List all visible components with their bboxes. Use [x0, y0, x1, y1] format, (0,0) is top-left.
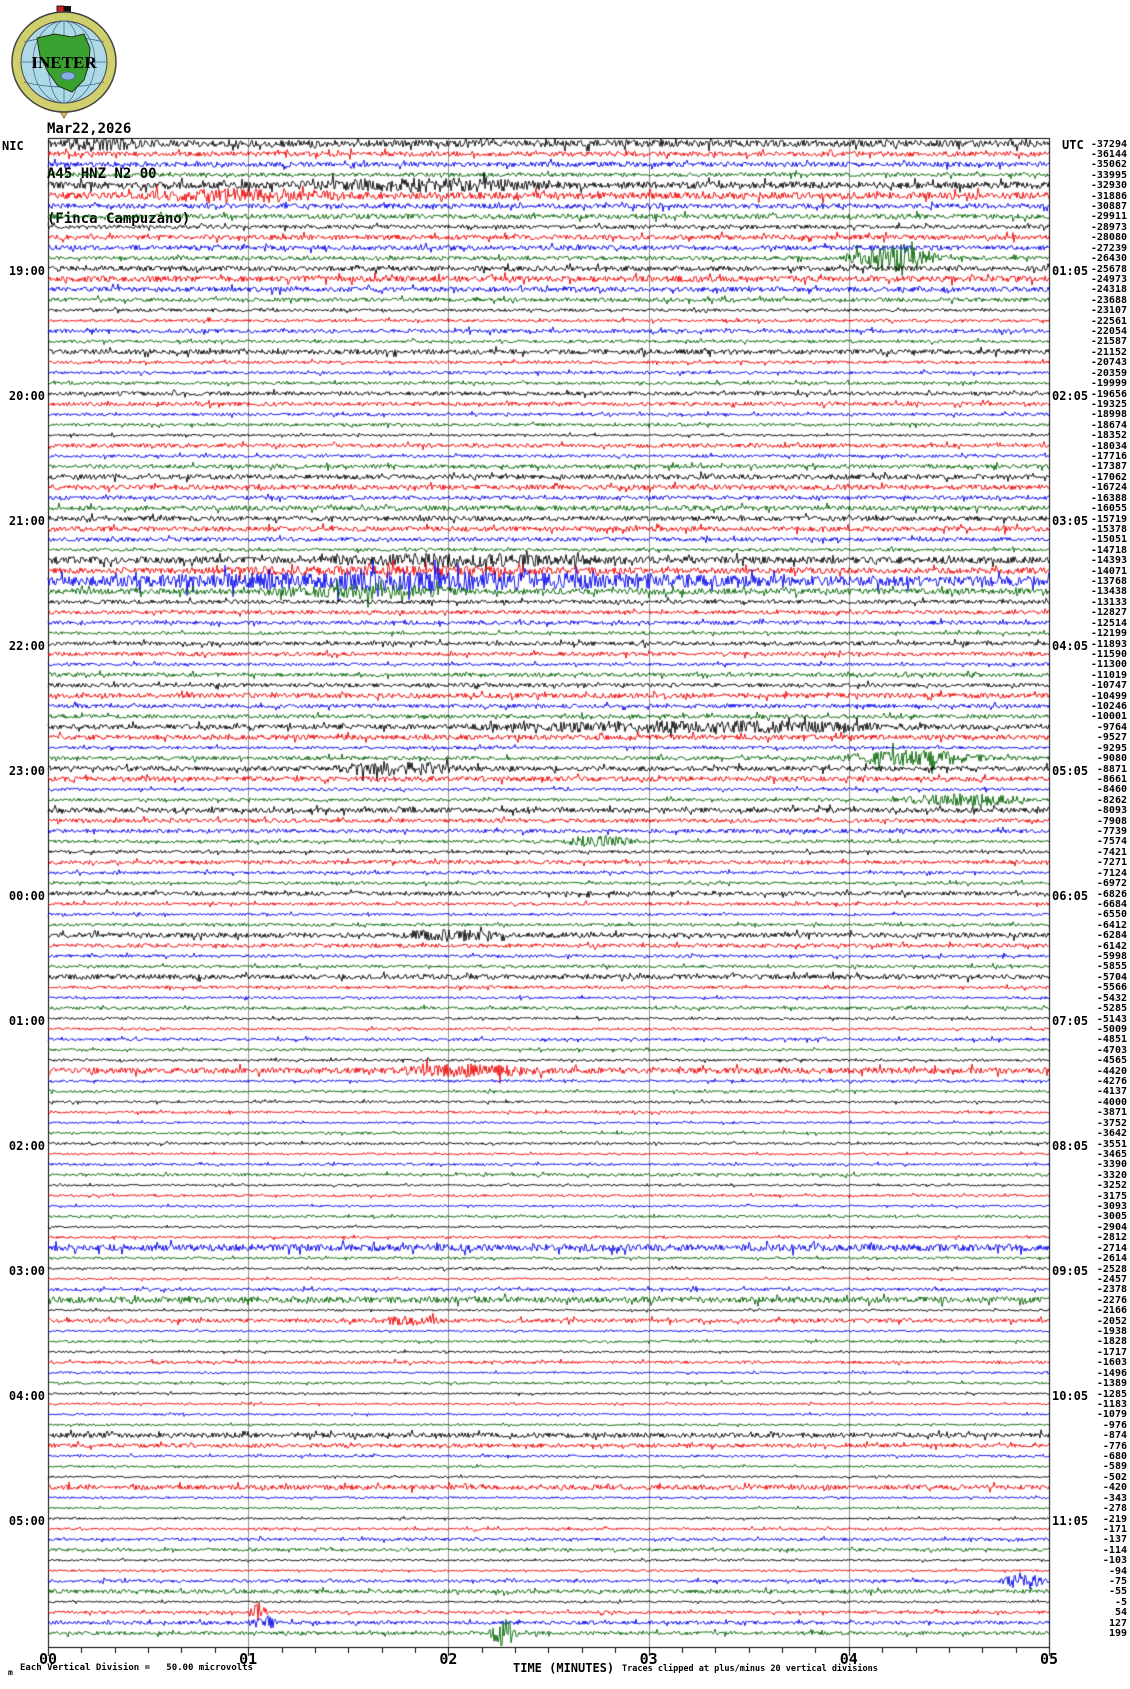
trace-offset-value: -9295 — [1096, 742, 1127, 754]
trace-offset-value: -21152 — [1090, 346, 1127, 358]
trace-offset-value: -15051 — [1090, 534, 1127, 546]
utc-hour-label: 01:05 — [1052, 263, 1089, 278]
trace-offset-value: -502 — [1102, 1471, 1127, 1483]
trace-offset-value: -14071 — [1090, 565, 1127, 577]
trace-offset-value: -16724 — [1090, 482, 1127, 494]
trace-offset-value: -137 — [1102, 1534, 1127, 1546]
utc-hour-label: 02:05 — [1052, 388, 1089, 403]
utc-hour-label: 06:05 — [1052, 888, 1089, 903]
trace-offset-value: -6550 — [1096, 909, 1127, 921]
trace-offset-value: -28973 — [1090, 221, 1127, 233]
trace-offset-value: -5009 — [1096, 1023, 1127, 1035]
trace-offset-value: -37294 — [1090, 138, 1127, 150]
trace-offset-value: -171 — [1102, 1523, 1127, 1535]
trace-offset-value: -17716 — [1090, 451, 1127, 462]
trace-offset-value: -19999 — [1090, 378, 1127, 390]
trace-offset-value: -5432 — [1096, 992, 1127, 1004]
trace-offset-value: -11019 — [1090, 669, 1127, 681]
trace-offset-value: 127 — [1108, 1617, 1127, 1629]
trace-offset-value: -2528 — [1096, 1263, 1127, 1275]
trace-offset-value: -8871 — [1096, 763, 1127, 775]
trace-offset-value: -114 — [1102, 1544, 1127, 1556]
trace-offset-value: -3175 — [1096, 1190, 1127, 1202]
trace-offset-value: -4276 — [1096, 1076, 1127, 1087]
trace-offset-value: -2166 — [1096, 1305, 1127, 1317]
trace-offset-value: -1717 — [1096, 1346, 1127, 1358]
local-hour-label: 19:00 — [8, 263, 45, 278]
trace-offset-value: -5855 — [1096, 961, 1127, 973]
trace-offset-value: -7124 — [1096, 867, 1127, 879]
trace-offset-value: -3752 — [1096, 1117, 1127, 1129]
local-hour-label: 01:00 — [8, 1013, 45, 1028]
trace-offset-value: -31886 — [1090, 190, 1127, 202]
trace-offset-value: -22054 — [1090, 326, 1127, 337]
trace-offset-value: -27239 — [1090, 242, 1127, 254]
minute-axis-label: 05 — [1039, 1650, 1059, 1668]
trace-offset-value: -29911 — [1090, 211, 1127, 223]
minute-axis-label: 04 — [839, 1650, 858, 1668]
trace-offset-value: -6972 — [1096, 878, 1127, 890]
trace-offset-value: -13133 — [1090, 596, 1127, 608]
trace-offset-value: -5566 — [1096, 982, 1127, 994]
trace-offset-value: -24973 — [1090, 273, 1127, 285]
trace-offset-value: -776 — [1102, 1440, 1127, 1452]
local-hour-label: 04:00 — [8, 1388, 45, 1403]
trace-offset-value: -1389 — [1096, 1378, 1127, 1390]
trace-offset-value: -8661 — [1096, 773, 1127, 785]
trace-offset-value: -10747 — [1090, 680, 1127, 692]
trace-offset-value: -2714 — [1096, 1242, 1127, 1254]
trace-offset-value: -24318 — [1090, 284, 1127, 296]
trace-offset-value: -9080 — [1096, 753, 1127, 765]
trace-offset-value: -19656 — [1090, 388, 1127, 400]
trace-offset-value: -18352 — [1090, 430, 1127, 442]
trace-offset-value: -1079 — [1096, 1409, 1127, 1421]
x-axis-title: TIME (MINUTES) — [513, 1661, 615, 1675]
trace-offset-value: -3465 — [1096, 1148, 1127, 1160]
trace-offset-value: -6826 — [1096, 888, 1127, 900]
trace-offset-value: -19325 — [1090, 398, 1127, 410]
minute-axis-label: 03 — [639, 1650, 658, 1668]
trace-offset-value: 54 — [1114, 1607, 1127, 1619]
trace-offset-value: -420 — [1102, 1482, 1127, 1494]
minute-axis-label: 00 — [38, 1650, 58, 1668]
trace-offset-value: -3642 — [1096, 1128, 1127, 1140]
trace-offset-value: -32930 — [1090, 180, 1127, 192]
trace-offset-value: -7739 — [1096, 826, 1127, 837]
trace-offset-value: -1285 — [1096, 1388, 1127, 1400]
trace-offset-value: -35062 — [1090, 159, 1127, 171]
trace-offset-value: -13768 — [1090, 576, 1127, 587]
trace-offset-value: -8262 — [1096, 794, 1127, 806]
trace-offset-value: -18998 — [1090, 409, 1127, 421]
utc-hour-label: 04:05 — [1052, 638, 1089, 653]
local-hour-label: 00:00 — [8, 888, 45, 903]
trace-offset-value: -2052 — [1096, 1315, 1127, 1327]
trace-offset-value: -11590 — [1090, 648, 1127, 660]
trace-offset-value: -10499 — [1090, 690, 1127, 702]
trace-offset-value: -30887 — [1090, 201, 1127, 212]
trace-offset-value: -5 — [1114, 1596, 1127, 1608]
trace-offset-value: -3390 — [1096, 1159, 1127, 1171]
trace-offset-value: -7908 — [1096, 815, 1127, 827]
utc-hour-label: 05:05 — [1052, 763, 1089, 778]
trace-offset-value: -15719 — [1090, 513, 1127, 525]
trace-offset-value: -6412 — [1096, 919, 1127, 931]
utc-hour-label: 07:05 — [1052, 1013, 1089, 1028]
trace-offset-value: -18034 — [1090, 440, 1127, 452]
trace-offset-value: -20743 — [1090, 357, 1127, 369]
trace-offset-value: -7271 — [1096, 857, 1127, 869]
trace-offset-value: -17387 — [1090, 461, 1127, 473]
trace-offset-value: -219 — [1102, 1513, 1127, 1525]
trace-offset-value: -17062 — [1090, 471, 1127, 483]
minute-axis-label: 02 — [439, 1650, 458, 1668]
utc-hour-label: 10:05 — [1052, 1388, 1089, 1403]
trace-offset-value: -10001 — [1090, 711, 1127, 723]
trace-offset-value: -4851 — [1096, 1034, 1127, 1046]
trace-offset-value: -3005 — [1096, 1211, 1127, 1223]
trace-offset-value: -6684 — [1096, 898, 1127, 910]
trace-offset-value: -4000 — [1096, 1096, 1127, 1108]
trace-offset-value: -5143 — [1096, 1013, 1127, 1025]
vertical-division-note: Each Vertical Division = 50.00 microvolts — [20, 1663, 253, 1673]
local-hour-label: 20:00 — [8, 388, 45, 403]
trace-offset-value: -2904 — [1096, 1221, 1127, 1233]
trace-offset-value: -55 — [1108, 1586, 1127, 1598]
trace-offset-value: -9764 — [1096, 721, 1127, 733]
trace-offset-value: -12199 — [1090, 628, 1127, 640]
trace-offset-value: -75 — [1108, 1576, 1127, 1587]
trace-offset-value: -16055 — [1090, 503, 1127, 515]
trace-offset-value: 199 — [1108, 1628, 1127, 1640]
trace-offset-value: -5704 — [1096, 971, 1127, 983]
utc-hour-label: 03:05 — [1052, 513, 1089, 528]
trace-offset-value: -4137 — [1096, 1086, 1127, 1098]
local-hour-label: 02:00 — [8, 1138, 45, 1153]
trace-offset-value: -680 — [1102, 1451, 1127, 1462]
trace-offset-value: -13438 — [1090, 586, 1127, 598]
trace-offset-value: -20359 — [1090, 367, 1127, 379]
trace-offset-value: -3320 — [1096, 1169, 1127, 1181]
trace-offset-value: -12827 — [1090, 607, 1127, 619]
footer-marker-glyph: m — [8, 1668, 13, 1677]
trace-offset-value: -589 — [1102, 1461, 1127, 1473]
clip-note: Traces clipped at plus/minus 20 vertical divisions — [622, 1664, 878, 1674]
trace-offset-value: -4420 — [1096, 1065, 1127, 1077]
trace-offset-value: -2276 — [1096, 1294, 1127, 1306]
trace-offset-value: -1828 — [1096, 1336, 1127, 1348]
trace-offset-value: -874 — [1102, 1430, 1127, 1442]
local-hour-label: 23:00 — [8, 763, 45, 778]
trace-offset-value: -2378 — [1096, 1284, 1127, 1296]
trace-offset-value: -36144 — [1090, 148, 1127, 160]
trace-offset-value: -3093 — [1096, 1201, 1127, 1212]
trace-offset-value: -6284 — [1096, 930, 1127, 942]
local-hour-label: 03:00 — [8, 1263, 45, 1278]
trace-offset-value: -278 — [1102, 1503, 1127, 1515]
trace-offset-value: -94 — [1108, 1565, 1127, 1577]
trace-offset-value: -16388 — [1090, 492, 1127, 504]
local-hour-label: 21:00 — [8, 513, 45, 528]
trace-offset-value: -1183 — [1096, 1398, 1127, 1410]
local-hour-label: 22:00 — [8, 638, 45, 653]
trace-offset-value: -14393 — [1090, 555, 1127, 567]
trace-offset-value: -3871 — [1096, 1107, 1127, 1119]
local-hour-label: 05:00 — [8, 1513, 45, 1528]
minute-axis-label: 01 — [239, 1650, 258, 1668]
trace-offset-value: -2614 — [1096, 1253, 1127, 1265]
trace-offset-value: -6142 — [1096, 940, 1127, 952]
trace-offset-value: -5285 — [1096, 1003, 1127, 1015]
trace-offset-value: -10246 — [1090, 701, 1127, 712]
trace-offset-value: -12514 — [1090, 617, 1127, 629]
trace-offset-value: -3551 — [1096, 1138, 1127, 1150]
trace-offset-value: -7574 — [1096, 836, 1127, 848]
trace-offset-value: -33995 — [1090, 169, 1127, 181]
trace-offset-value: -23688 — [1090, 294, 1127, 306]
trace-offset-value: -976 — [1102, 1419, 1127, 1431]
trace-offset-value: -21587 — [1090, 336, 1127, 348]
trace-offset-value: -103 — [1102, 1555, 1127, 1567]
trace-offset-value: -14718 — [1090, 544, 1127, 556]
utc-hour-label: 09:05 — [1052, 1263, 1089, 1278]
trace-offset-value: -8460 — [1096, 784, 1127, 796]
trace-offset-value: -15378 — [1090, 523, 1127, 535]
trace-offset-value: -11300 — [1090, 659, 1127, 671]
utc-hour-label: 11:05 — [1052, 1513, 1089, 1528]
trace-offset-value: -343 — [1102, 1492, 1127, 1504]
trace-offset-value: -2812 — [1096, 1232, 1127, 1244]
trace-offset-value: -25678 — [1090, 263, 1127, 275]
trace-offset-value: -26430 — [1090, 253, 1127, 265]
trace-offset-value: -4703 — [1096, 1044, 1127, 1056]
utc-hour-label: 08:05 — [1052, 1138, 1089, 1153]
trace-offset-value: -11893 — [1090, 638, 1127, 650]
trace-offset-value: -4565 — [1096, 1055, 1127, 1067]
trace-offset-value: -1938 — [1096, 1326, 1127, 1337]
trace-offset-value: -5998 — [1096, 951, 1127, 962]
trace-offset-value: -1496 — [1096, 1367, 1127, 1379]
trace-offset-value: -9527 — [1096, 732, 1127, 744]
trace-offset-value: -3252 — [1096, 1180, 1127, 1192]
trace-offset-value: -18674 — [1090, 419, 1127, 431]
trace-offset-value: -28080 — [1090, 232, 1127, 244]
trace-offset-value: -23107 — [1090, 305, 1127, 317]
trace-offset-value: -2457 — [1096, 1273, 1127, 1285]
trace-offset-value: -8093 — [1096, 805, 1127, 817]
trace-offset-value: -22561 — [1090, 315, 1127, 327]
trace-offset-value: -7421 — [1096, 846, 1127, 858]
trace-offset-value: -1603 — [1096, 1357, 1127, 1369]
